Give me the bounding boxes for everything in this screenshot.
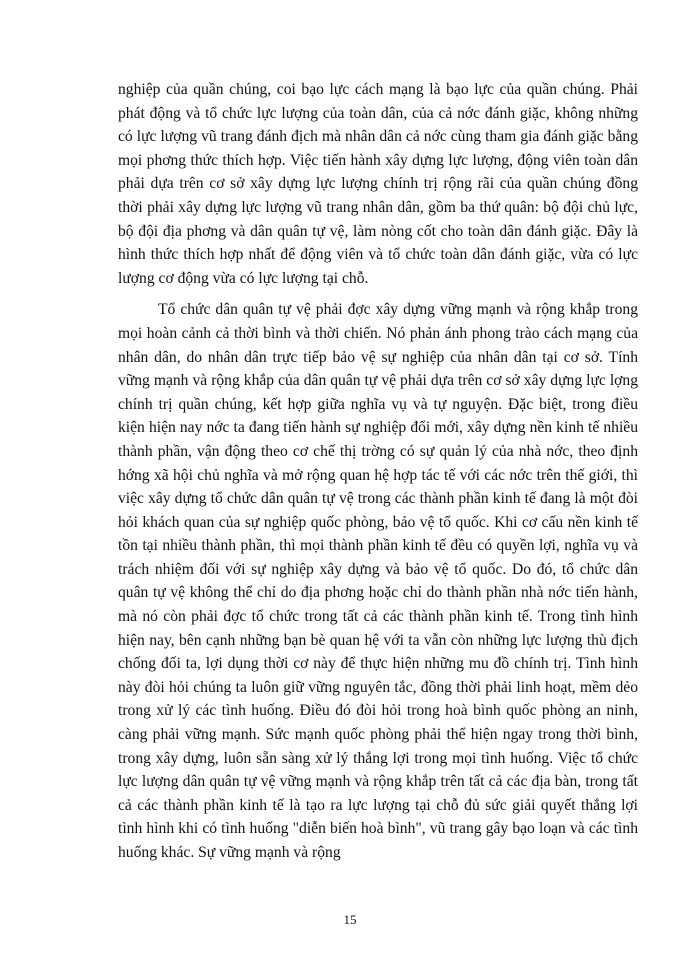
body-paragraph-2: Tổ chức dân quân tự vệ phải đợc xây dựng vững mạnh và rộng khắp trong mọi hoàn cảnh cả thời bình và thời chiến. Nó phản ánh phong trào cách mạng của nhân dân, do nhân dân trực tiếp bảo vệ sự nghiệp của nhân dân tại cơ sở. Tính vững mạnh và rộng khắp của dân quân tự vệ phải dựa trên cơ sở xây dựng lực lợng chính trị quần chúng, kết hợp giữa nghĩa vụ và tự nguyện. Đặc biệt, trong điều kiện hiện nay nớc ta đang tiến hành sự nghiệp đổi mới, xây dựng nền kinh tế nhiều thành phần, vận động theo cơ chế thị trờng có sự quản lý của nhà nớc, theo định hớng xã hội chủ nghĩa và mở rộng quan hệ hợp tác tế với các nớc trên thế giới, thì việc xây dựng tổ chức dân quân tự vệ trong các thành phần kinh tế đang là một đòi hỏi khách quan của sự nghiệp quốc phòng, bảo vệ tổ quốc. Khi cơ cấu nền kinh tế tồn tại nhiều thành phần, thì mọi thành phần kinh tế đều có quyền lợi, nghĩa vụ và trách nhiệm đối với sự nghiệp xây dựng và bảo vệ tổ quốc. Do đó, tổ chức dân quân tự vệ không thể chỉ do địa phơng hoặc chỉ do thành phần nhà nớc tiến hành, mà nó còn phải đợc tổ chức trong tất cả các thành phần kinh tế. Trong tình hình hiện nay, bên cạnh những bạn bè quan hệ với ta vẫn còn những lực lượng thù địch chống đối ta, lợi dụng thời cơ này để thực hiện những mu đồ chính trị. Tình hình này đòi hỏi chúng ta luôn giữ vững nguyên tắc, đồng thời phải linh hoạt, mềm dẻo trong xử lý các tình huống. Điều đó đòi hỏi trong hoà bình quốc phòng an ninh, càng phải vững mạnh. Sức mạnh quốc phòng phải thể hiện ngay trong thời bình, trong xây dựng, luôn sẵn sàng xử lý thắng lợi trong mọi tình huống. Việc tổ chức lực lượng dân quân tự vệ vững mạnh và rộng khắp trên tất cả các địa bàn, trong tất cả các thành phần kinh tế là tạo ra lực lượng tại chỗ đủ sức giải quyết thắng lợi tình hình khi có tình huống "diễn biến hoà bình", vũ trang gây bạo loạn và các tình huống khác. Sự vững mạnh và rộng [118, 301, 638, 861]
page-number: 15 [343, 912, 357, 927]
body-paragraph-1: nghiệp của quần chúng, coi bạo lực cách mạng là bạo lực của quần chúng. Phải phát động và tổ chức lực lượng của toàn dân, của cả nớc đánh giặc, không những có lực lượng vũ trang đánh địch mà nhân dân cả nớc cùng tham gia đánh giặc bằng mọi phơng thức thích hợp. Việc tiến hành xây dựng lực lượng, động viên toàn dân phải dựa trên cơ sở xây dựng lực lượng chính trị rộng rãi của quần chúng đồng thời phải xây dựng lực lượng vũ trang nhân dân, gồm ba thứ quân: bộ đội chủ lực, bộ đội địa phơng và dân quân tự vệ, làm nòng cốt cho toàn dân đánh giặc. Đây là hình thức thích hợp nhất để động viên và tổ chức toàn dân đánh giặc, vừa có lực lượng cơ động vừa có lực lượng tại chỗ. [118, 81, 638, 287]
document-page [118, 78, 638, 873]
